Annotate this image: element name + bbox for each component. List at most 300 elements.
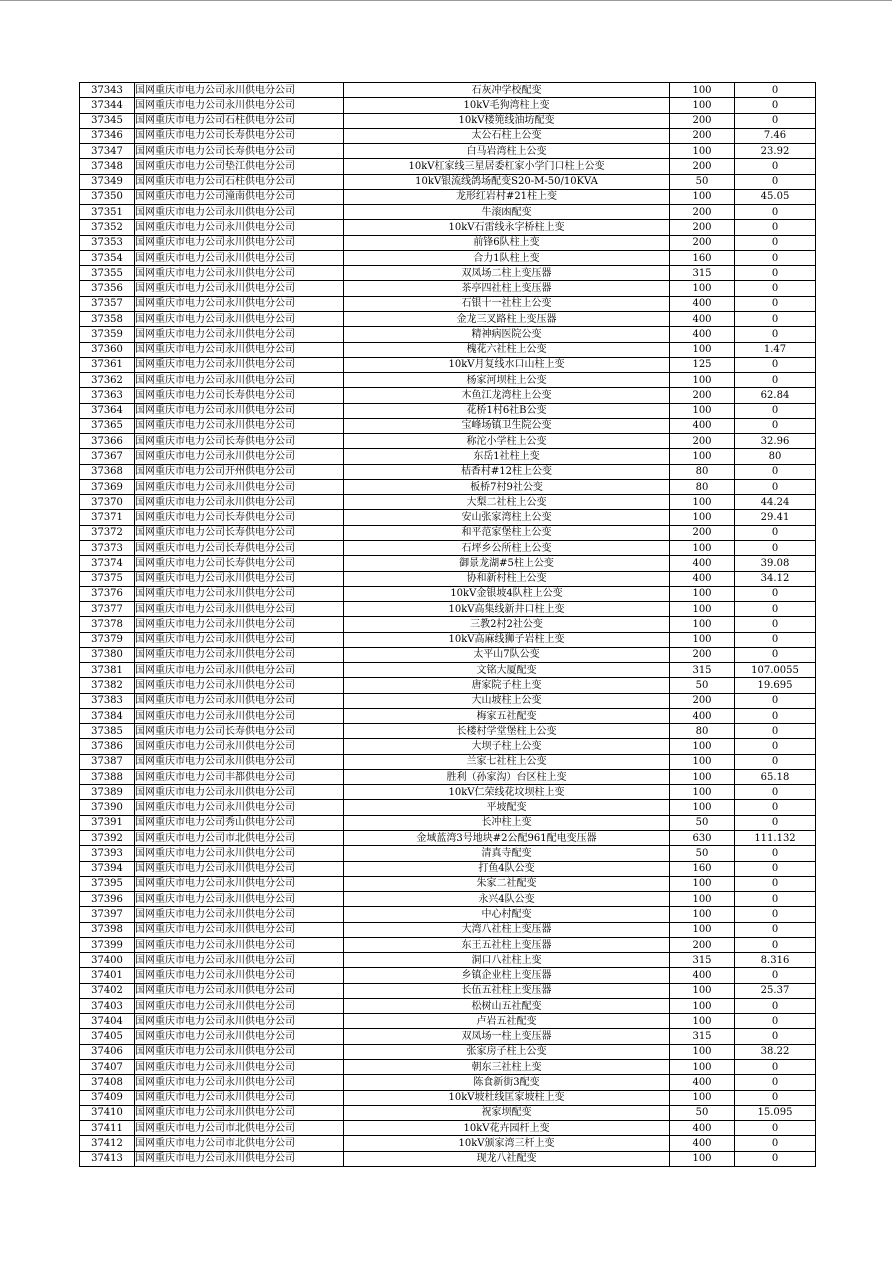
table-row — [80, 266, 816, 281]
value-cell: 0 — [735, 418, 816, 433]
value-cell: 45.05 — [735, 189, 816, 204]
capacity-cell: 400 — [670, 1075, 735, 1090]
company-cell: 国网重庆市电力公司永川供电分公司 — [135, 1151, 344, 1166]
row-id-cell: 37358 — [80, 311, 135, 326]
table-row — [80, 83, 816, 98]
company-cell: 国网重庆市电力公司永川供电分公司 — [135, 663, 344, 678]
transformer-name-cell: 10kV颁家湾三杆上变 — [344, 1136, 670, 1151]
transformer-name-cell: 长楼村学堂堡柱上公变 — [344, 724, 670, 739]
transformer-name-cell: 10kV高集线新井口柱上变 — [344, 602, 670, 617]
table-row — [80, 708, 816, 723]
transformer-name-cell: 永兴4队公变 — [344, 892, 670, 907]
capacity-cell: 100 — [670, 540, 735, 555]
company-cell: 国网重庆市电力公司永川供电分公司 — [135, 785, 344, 800]
transformer-name-cell: 花桥1村6社B公变 — [344, 403, 670, 418]
row-id-cell: 37404 — [80, 1014, 135, 1029]
value-cell: 0 — [735, 937, 816, 952]
capacity-cell: 50 — [670, 1105, 735, 1120]
table-row — [80, 250, 816, 265]
capacity-cell: 100 — [670, 632, 735, 647]
company-cell: 国网重庆市电力公司永川供电分公司 — [135, 98, 344, 113]
capacity-cell: 80 — [670, 464, 735, 479]
value-cell: 65.18 — [735, 769, 816, 784]
company-cell: 国网重庆市电力公司永川供电分公司 — [135, 266, 344, 281]
value-cell: 0 — [735, 617, 816, 632]
transformer-name-cell: 称沱小学柱上公变 — [344, 434, 670, 449]
table-row — [80, 739, 816, 754]
row-id-cell: 37384 — [80, 708, 135, 723]
row-id-cell: 37361 — [80, 357, 135, 372]
transformer-name-cell: 东王五社柱上变压器 — [344, 937, 670, 952]
value-cell: 0 — [735, 281, 816, 296]
value-cell: 62.84 — [735, 388, 816, 403]
row-id-cell: 37360 — [80, 342, 135, 357]
row-id-cell: 37346 — [80, 128, 135, 143]
transformer-name-cell: 长冲柱上变 — [344, 815, 670, 830]
row-id-cell: 37386 — [80, 739, 135, 754]
row-id-cell: 37413 — [80, 1151, 135, 1166]
table-row — [80, 586, 816, 601]
row-id-cell: 37366 — [80, 434, 135, 449]
transformer-name-cell: 卢岩五社配变 — [344, 1014, 670, 1029]
company-cell: 国网重庆市电力公司永川供电分公司 — [135, 861, 344, 876]
capacity-cell: 100 — [670, 510, 735, 525]
capacity-cell: 200 — [670, 647, 735, 662]
value-cell: 0 — [735, 907, 816, 922]
table-row — [80, 311, 816, 326]
table-row — [80, 327, 816, 342]
value-cell: 25.37 — [735, 983, 816, 998]
row-id-cell: 37381 — [80, 663, 135, 678]
capacity-cell: 80 — [670, 479, 735, 494]
company-cell: 国网重庆市电力公司永川供电分公司 — [135, 357, 344, 372]
company-cell: 国网重庆市电力公司永川供电分公司 — [135, 281, 344, 296]
row-id-cell: 37343 — [80, 83, 135, 98]
table-body — [80, 83, 816, 1167]
transformer-name-cell: 茶亭四社柱上变压器 — [344, 281, 670, 296]
table-row — [80, 846, 816, 861]
value-cell: 44.24 — [735, 495, 816, 510]
row-id-cell: 37365 — [80, 418, 135, 433]
table-row — [80, 1075, 816, 1090]
company-cell: 国网重庆市电力公司永川供电分公司 — [135, 892, 344, 907]
capacity-cell: 50 — [670, 815, 735, 830]
capacity-cell: 100 — [670, 495, 735, 510]
page-top-rule — [0, 0, 892, 1]
company-cell: 国网重庆市电力公司潼南供电分公司 — [135, 189, 344, 204]
table-row — [80, 754, 816, 769]
row-id-cell: 37359 — [80, 327, 135, 342]
capacity-cell: 100 — [670, 998, 735, 1013]
company-cell: 国网重庆市电力公司永川供电分公司 — [135, 968, 344, 983]
capacity-cell: 315 — [670, 1029, 735, 1044]
table-row — [80, 479, 816, 494]
value-cell: 111.132 — [735, 831, 816, 846]
transformer-name-cell: 朝东三社柱上变 — [344, 1060, 670, 1075]
capacity-cell: 315 — [670, 266, 735, 281]
capacity-cell: 200 — [670, 113, 735, 128]
row-id-cell: 37390 — [80, 800, 135, 815]
capacity-cell: 400 — [670, 311, 735, 326]
capacity-cell: 100 — [670, 907, 735, 922]
transformer-name-cell: 10kV仁荣线花坟坝柱上变 — [344, 785, 670, 800]
table-row — [80, 647, 816, 662]
capacity-cell: 100 — [670, 449, 735, 464]
transformer-name-cell: 打鱼4队公变 — [344, 861, 670, 876]
table-row — [80, 800, 816, 815]
value-cell: 0 — [735, 846, 816, 861]
transformer-name-cell: 梅家五社配变 — [344, 708, 670, 723]
value-cell: 0 — [735, 998, 816, 1013]
table-row — [80, 968, 816, 983]
company-cell: 国网重庆市电力公司永川供电分公司 — [135, 220, 344, 235]
table-row — [80, 876, 816, 891]
company-cell: 国网重庆市电力公司永川供电分公司 — [135, 1044, 344, 1059]
transformer-name-cell: 大山坡柱上公变 — [344, 693, 670, 708]
table-row — [80, 189, 816, 204]
row-id-cell: 37409 — [80, 1090, 135, 1105]
table-row — [80, 953, 816, 968]
row-id-cell: 37377 — [80, 602, 135, 617]
capacity-cell: 100 — [670, 144, 735, 159]
table-row — [80, 342, 816, 357]
row-id-cell: 37382 — [80, 678, 135, 693]
value-cell: 0 — [735, 1136, 816, 1151]
table-row — [80, 174, 816, 189]
transformer-name-cell: 10kV月复线水口山柱上变 — [344, 357, 670, 372]
transformer-name-cell: 大湾八社柱上变压器 — [344, 922, 670, 937]
transformer-name-cell: 朱家二社配变 — [344, 876, 670, 891]
value-cell: 0 — [735, 540, 816, 555]
table-row — [80, 373, 816, 388]
row-id-cell: 37370 — [80, 495, 135, 510]
transformer-name-cell: 平坡配变 — [344, 800, 670, 815]
company-cell: 国网重庆市电力公司永川供电分公司 — [135, 754, 344, 769]
transformer-name-cell: 御景龙湖#5柱上公变 — [344, 556, 670, 571]
transformer-name-cell: 前锋6队柱上变 — [344, 235, 670, 250]
company-cell: 国网重庆市电力公司永川供电分公司 — [135, 953, 344, 968]
value-cell: 0 — [735, 739, 816, 754]
table-row — [80, 907, 816, 922]
row-id-cell: 37406 — [80, 1044, 135, 1059]
capacity-cell: 200 — [670, 693, 735, 708]
transformer-name-cell: 10kV毛狗湾柱上变 — [344, 98, 670, 113]
company-cell: 国网重庆市电力公司永川供电分公司 — [135, 800, 344, 815]
company-cell: 国网重庆市电力公司长寿供电分公司 — [135, 724, 344, 739]
capacity-cell: 315 — [670, 663, 735, 678]
value-cell: 0 — [735, 892, 816, 907]
row-id-cell: 37411 — [80, 1121, 135, 1136]
company-cell: 国网重庆市电力公司长寿供电分公司 — [135, 434, 344, 449]
row-id-cell: 37394 — [80, 861, 135, 876]
capacity-cell: 400 — [670, 296, 735, 311]
capacity-cell: 50 — [670, 846, 735, 861]
row-id-cell: 37405 — [80, 1029, 135, 1044]
transformer-name-cell: 石银十一社柱上公变 — [344, 296, 670, 311]
table-row — [80, 617, 816, 632]
row-id-cell: 37368 — [80, 464, 135, 479]
table-row — [80, 937, 816, 952]
transformer-name-cell: 精神病医院公变 — [344, 327, 670, 342]
company-cell: 国网重庆市电力公司石柱供电分公司 — [135, 113, 344, 128]
company-cell: 国网重庆市电力公司秀山供电分公司 — [135, 815, 344, 830]
transformer-name-cell: 清真寺配变 — [344, 846, 670, 861]
row-id-cell: 37373 — [80, 540, 135, 555]
capacity-cell: 80 — [670, 724, 735, 739]
value-cell: 0 — [735, 479, 816, 494]
value-cell: 0 — [735, 98, 816, 113]
table-row — [80, 525, 816, 540]
company-cell: 国网重庆市电力公司长寿供电分公司 — [135, 556, 344, 571]
value-cell: 0 — [735, 357, 816, 372]
value-cell: 0 — [735, 296, 816, 311]
transformer-name-cell: 石灰冲学校配变 — [344, 83, 670, 98]
company-cell: 国网重庆市电力公司永川供电分公司 — [135, 205, 344, 220]
value-cell: 7.46 — [735, 128, 816, 143]
row-id-cell: 37349 — [80, 174, 135, 189]
row-id-cell: 37407 — [80, 1060, 135, 1075]
table-row — [80, 693, 816, 708]
company-cell: 国网重庆市电力公司永川供电分公司 — [135, 678, 344, 693]
table-row — [80, 983, 816, 998]
company-cell: 国网重庆市电力公司永川供电分公司 — [135, 983, 344, 998]
table-row — [80, 1121, 816, 1136]
row-id-cell: 37396 — [80, 892, 135, 907]
table-row — [80, 464, 816, 479]
row-id-cell: 37362 — [80, 373, 135, 388]
company-cell: 国网重庆市电力公司市北供电分公司 — [135, 831, 344, 846]
table-row — [80, 1014, 816, 1029]
transformer-name-cell: 大梨二社柱上公变 — [344, 495, 670, 510]
table-row — [80, 556, 816, 571]
company-cell: 国网重庆市电力公司永川供电分公司 — [135, 1075, 344, 1090]
transformer-name-cell: 10kV金银坡4队柱上公变 — [344, 586, 670, 601]
company-cell: 国网重庆市电力公司永川供电分公司 — [135, 479, 344, 494]
transformer-name-cell: 10kV石雷线永字桥柱上变 — [344, 220, 670, 235]
row-id-cell: 37352 — [80, 220, 135, 235]
company-cell: 国网重庆市电力公司永川供电分公司 — [135, 602, 344, 617]
transformer-name-cell: 金域蓝湾3号地块#2公配961配电变压器 — [344, 831, 670, 846]
row-id-cell: 37348 — [80, 159, 135, 174]
transformer-name-cell: 板桥7村9社公变 — [344, 479, 670, 494]
row-id-cell: 37364 — [80, 403, 135, 418]
value-cell: 0 — [735, 647, 816, 662]
table-row — [80, 159, 816, 174]
capacity-cell: 100 — [670, 1060, 735, 1075]
table-row — [80, 113, 816, 128]
table-row — [80, 602, 816, 617]
transformer-name-cell: 10kV楼篼线油坊配变 — [344, 113, 670, 128]
transformer-name-cell: 太平山7队公变 — [344, 647, 670, 662]
row-id-cell: 37383 — [80, 693, 135, 708]
transformer-name-cell: 东岳1社柱上变 — [344, 449, 670, 464]
capacity-cell: 100 — [670, 983, 735, 998]
value-cell: 0 — [735, 205, 816, 220]
row-id-cell: 37374 — [80, 556, 135, 571]
value-cell: 0 — [735, 266, 816, 281]
table-row — [80, 632, 816, 647]
value-cell: 0 — [735, 311, 816, 326]
table-row — [80, 296, 816, 311]
company-cell: 国网重庆市电力公司石柱供电分公司 — [135, 174, 344, 189]
transformer-name-cell: 安山张家湾柱上公变 — [344, 510, 670, 525]
row-id-cell: 37399 — [80, 937, 135, 952]
table-row — [80, 205, 816, 220]
company-cell: 国网重庆市电力公司永川供电分公司 — [135, 586, 344, 601]
transformer-name-cell: 长伍五社柱上变压器 — [344, 983, 670, 998]
transformer-name-cell: 双凤场二柱上变压器 — [344, 266, 670, 281]
transformer-name-cell: 金龙三叉路柱上变压器 — [344, 311, 670, 326]
row-id-cell: 37367 — [80, 449, 135, 464]
capacity-cell: 100 — [670, 1044, 735, 1059]
row-id-cell: 37401 — [80, 968, 135, 983]
row-id-cell: 37408 — [80, 1075, 135, 1090]
value-cell: 34.12 — [735, 571, 816, 586]
value-cell: 0 — [735, 708, 816, 723]
value-cell: 23.92 — [735, 144, 816, 159]
company-cell: 国网重庆市电力公司长寿供电分公司 — [135, 510, 344, 525]
transformer-name-cell: 协和新村柱上公变 — [344, 571, 670, 586]
table-row — [80, 998, 816, 1013]
transformer-name-cell: 石坪乡公所柱上公变 — [344, 540, 670, 555]
row-id-cell: 37402 — [80, 983, 135, 998]
table-row — [80, 220, 816, 235]
value-cell: 0 — [735, 113, 816, 128]
capacity-cell: 400 — [670, 327, 735, 342]
company-cell: 国网重庆市电力公司永川供电分公司 — [135, 1090, 344, 1105]
row-id-cell: 37398 — [80, 922, 135, 937]
transformer-name-cell: 大坝子柱上公变 — [344, 739, 670, 754]
value-cell: 0 — [735, 220, 816, 235]
transformer-name-cell: 龙形红岩村#21柱上变 — [344, 189, 670, 204]
company-cell: 国网重庆市电力公司垫江供电分公司 — [135, 159, 344, 174]
row-id-cell: 37391 — [80, 815, 135, 830]
capacity-cell: 400 — [670, 1121, 735, 1136]
value-cell: 0 — [735, 876, 816, 891]
row-id-cell: 37403 — [80, 998, 135, 1013]
transformer-name-cell: 松树山五社配变 — [344, 998, 670, 1013]
capacity-cell: 160 — [670, 861, 735, 876]
capacity-cell: 100 — [670, 83, 735, 98]
capacity-cell: 100 — [670, 892, 735, 907]
capacity-cell: 100 — [670, 785, 735, 800]
capacity-cell: 100 — [670, 189, 735, 204]
value-cell: 0 — [735, 586, 816, 601]
transformer-name-cell: 陈食新街3配变 — [344, 1075, 670, 1090]
value-cell: 0 — [735, 724, 816, 739]
value-cell: 0 — [735, 968, 816, 983]
capacity-cell: 200 — [670, 235, 735, 250]
capacity-cell: 100 — [670, 739, 735, 754]
row-id-cell: 37353 — [80, 235, 135, 250]
row-id-cell: 37385 — [80, 724, 135, 739]
row-id-cell: 37379 — [80, 632, 135, 647]
transformer-name-cell: 10kV花卉园杆上变 — [344, 1121, 670, 1136]
value-cell: 0 — [735, 373, 816, 388]
transformer-name-cell: 白马岩湾柱上公变 — [344, 144, 670, 159]
data-table — [79, 82, 816, 1167]
table-row — [80, 403, 816, 418]
company-cell: 国网重庆市电力公司永川供电分公司 — [135, 1105, 344, 1120]
company-cell: 国网重庆市电力公司永川供电分公司 — [135, 846, 344, 861]
capacity-cell: 100 — [670, 769, 735, 784]
table-row — [80, 449, 816, 464]
capacity-cell: 200 — [670, 128, 735, 143]
table-row — [80, 388, 816, 403]
table-row — [80, 98, 816, 113]
table-row — [80, 495, 816, 510]
capacity-cell: 400 — [670, 556, 735, 571]
value-cell: 0 — [735, 327, 816, 342]
value-cell: 1.47 — [735, 342, 816, 357]
row-id-cell: 37354 — [80, 250, 135, 265]
value-cell: 0 — [735, 525, 816, 540]
capacity-cell: 200 — [670, 220, 735, 235]
company-cell: 国网重庆市电力公司永川供电分公司 — [135, 571, 344, 586]
capacity-cell: 400 — [670, 418, 735, 433]
capacity-cell: 50 — [670, 174, 735, 189]
table-row — [80, 235, 816, 250]
value-cell: 107.0055 — [735, 663, 816, 678]
value-cell: 39.08 — [735, 556, 816, 571]
company-cell: 国网重庆市电力公司永川供电分公司 — [135, 403, 344, 418]
table-row — [80, 724, 816, 739]
value-cell: 0 — [735, 250, 816, 265]
capacity-cell: 200 — [670, 388, 735, 403]
company-cell: 国网重庆市电力公司永川供电分公司 — [135, 418, 344, 433]
company-cell: 国网重庆市电力公司永川供电分公司 — [135, 739, 344, 754]
table-row — [80, 922, 816, 937]
value-cell: 0 — [735, 693, 816, 708]
company-cell: 国网重庆市电力公司长寿供电分公司 — [135, 128, 344, 143]
company-cell: 国网重庆市电力公司丰都供电分公司 — [135, 769, 344, 784]
value-cell: 0 — [735, 632, 816, 647]
value-cell: 0 — [735, 1075, 816, 1090]
transformer-name-cell: 兰家七社柱上公变 — [344, 754, 670, 769]
capacity-cell: 100 — [670, 876, 735, 891]
transformer-name-cell: 张家房子柱上公变 — [344, 1044, 670, 1059]
row-id-cell: 37389 — [80, 785, 135, 800]
capacity-cell: 630 — [670, 831, 735, 846]
transformer-name-cell: 杨家河坝柱上公变 — [344, 373, 670, 388]
transformer-name-cell: 10kV坡杜线匡家坡柱上变 — [344, 1090, 670, 1105]
value-cell: 15.095 — [735, 1105, 816, 1120]
capacity-cell: 100 — [670, 922, 735, 937]
row-id-cell: 37388 — [80, 769, 135, 784]
table-row — [80, 785, 816, 800]
row-id-cell: 37351 — [80, 205, 135, 220]
company-cell: 国网重庆市电力公司永川供电分公司 — [135, 327, 344, 342]
transformer-name-cell: 木鱼江龙湾柱上公变 — [344, 388, 670, 403]
transformer-name-cell: 合力1队柱上变 — [344, 250, 670, 265]
table-row — [80, 1044, 816, 1059]
row-id-cell: 37344 — [80, 98, 135, 113]
capacity-cell: 400 — [670, 968, 735, 983]
transformer-name-cell: 10kV高麻线狮子岩柱上变 — [344, 632, 670, 647]
company-cell: 国网重庆市电力公司永川供电分公司 — [135, 83, 344, 98]
company-cell: 国网重庆市电力公司永川供电分公司 — [135, 922, 344, 937]
capacity-cell: 100 — [670, 373, 735, 388]
value-cell: 38.22 — [735, 1044, 816, 1059]
value-cell: 0 — [735, 815, 816, 830]
table-row — [80, 663, 816, 678]
transformer-name-cell: 10kV银流线鸽场配变S20-M-50/10KVA — [344, 174, 670, 189]
capacity-cell: 100 — [670, 342, 735, 357]
row-id-cell: 37397 — [80, 907, 135, 922]
value-cell: 0 — [735, 861, 816, 876]
row-id-cell: 37412 — [80, 1136, 135, 1151]
capacity-cell: 100 — [670, 1090, 735, 1105]
